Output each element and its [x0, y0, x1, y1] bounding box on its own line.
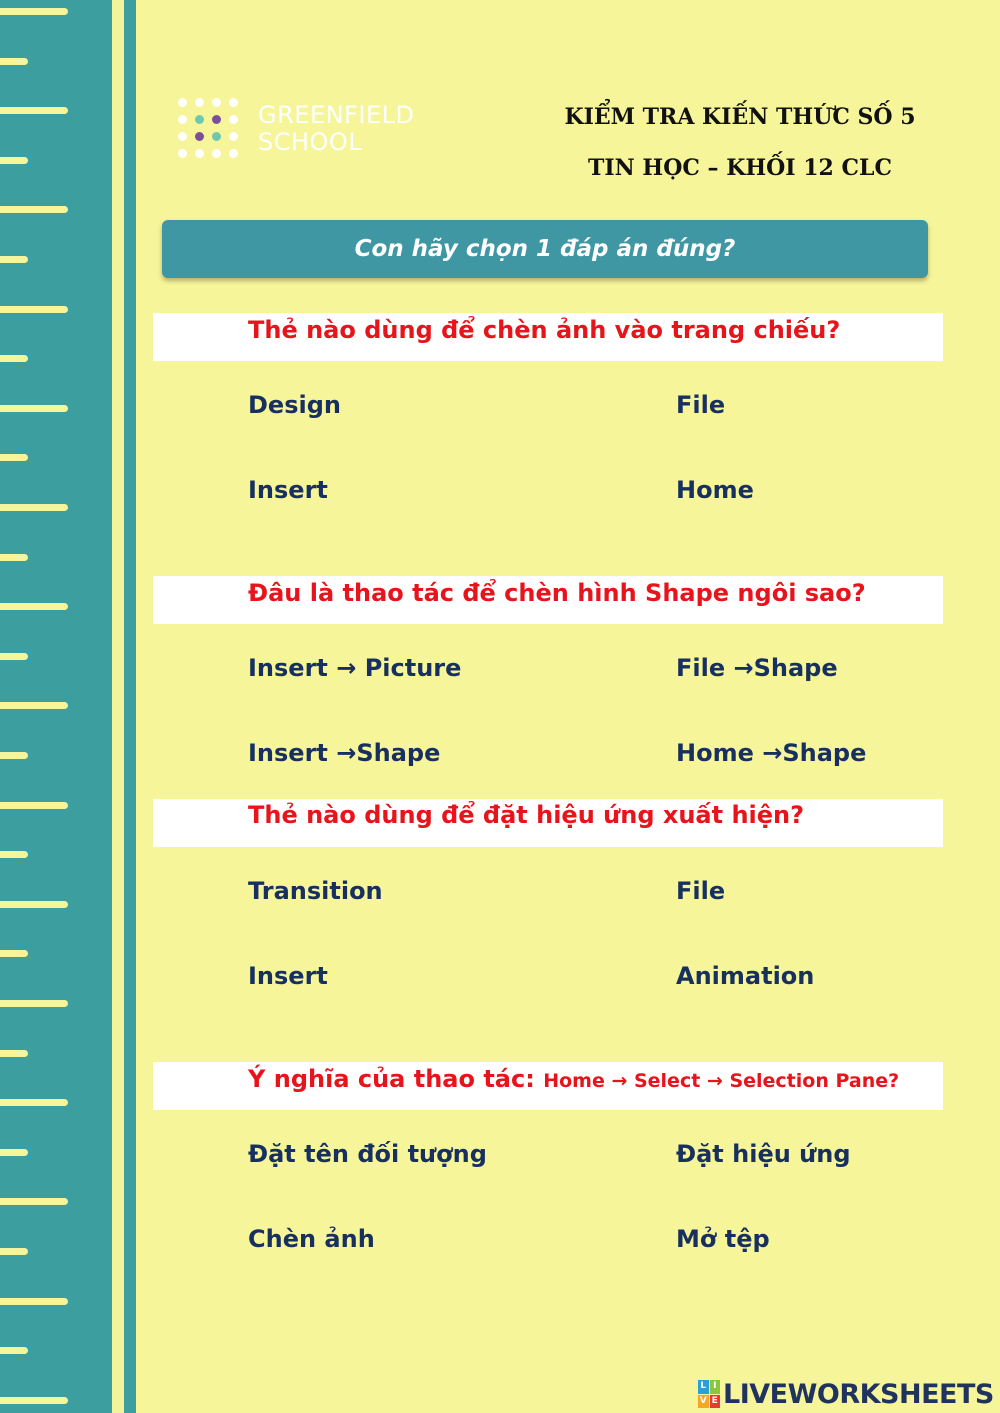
brand-name: LIVEWORKSHEETS	[723, 1378, 994, 1410]
ruler-tick	[0, 1347, 28, 1354]
ruler-tick	[0, 1397, 68, 1404]
logo-text-line2: SCHOOL	[258, 128, 363, 156]
ruler-tick	[0, 405, 68, 412]
answer-option[interactable]: Design	[248, 391, 341, 419]
liveworksheets-badge-icon	[698, 1380, 720, 1408]
school-logo	[178, 98, 448, 164]
ruler-tick	[0, 504, 68, 511]
ruler-tick	[0, 1050, 28, 1057]
question-text: Thẻ nào dùng để chèn ảnh vào trang chiếu?	[248, 316, 841, 344]
answer-option[interactable]: File	[676, 877, 726, 905]
answer-option[interactable]: Insert	[248, 476, 328, 504]
logo-dot	[178, 149, 187, 158]
badge-letter: V	[698, 1395, 709, 1409]
answer-option[interactable]: Home	[676, 476, 754, 504]
logo-dot	[229, 132, 238, 141]
liveworksheets-brand	[698, 1376, 994, 1412]
logo-dot	[212, 115, 221, 124]
ruler-tick	[0, 851, 28, 858]
logo-dots-icon	[178, 98, 244, 164]
ruler-tick	[0, 752, 28, 759]
ruler-tick	[0, 1149, 28, 1156]
question-text-main: Ý nghĩa của thao tác:	[248, 1065, 535, 1093]
ruler-tick	[0, 603, 68, 610]
logo-dot	[195, 98, 204, 107]
logo-dot	[229, 149, 238, 158]
ruler-tick	[0, 206, 68, 213]
logo-dot	[178, 115, 187, 124]
answer-option[interactable]: Insert	[248, 962, 328, 990]
answer-option[interactable]: Đặt tên đối tượng	[248, 1140, 487, 1168]
ruler-tick	[0, 355, 28, 362]
answer-option[interactable]: File	[676, 391, 726, 419]
answer-option[interactable]: Chèn ảnh	[248, 1225, 375, 1253]
instruction-banner	[162, 220, 928, 278]
badge-letter: L	[698, 1380, 709, 1394]
ruler-tick	[0, 256, 28, 263]
ruler-tick	[0, 1000, 68, 1007]
badge-letter: I	[710, 1380, 721, 1394]
worksheet-title: KIỂM TRA KIẾN THỨC SỐ 5	[564, 104, 916, 130]
ruler-tick	[0, 1198, 68, 1205]
logo-dot	[178, 132, 187, 141]
logo-dot	[195, 149, 204, 158]
ruler-tick	[0, 554, 28, 561]
ruler-tick	[0, 1248, 28, 1255]
ruler-tick	[0, 454, 28, 461]
logo-dot	[229, 115, 238, 124]
question-text-path: Home → Select → Selection Pane?	[543, 1070, 900, 1092]
badge-letter: E	[710, 1395, 721, 1409]
answer-option[interactable]: Đặt hiệu ứng	[676, 1140, 851, 1168]
ruler-tick	[0, 1298, 68, 1305]
ruler-tick	[0, 157, 28, 164]
logo-text	[258, 102, 414, 156]
answer-option[interactable]: File →Shape	[676, 654, 838, 682]
side-ruler-band-inner	[124, 0, 136, 1413]
ruler-tick	[0, 653, 28, 660]
logo-dot	[195, 115, 204, 124]
logo-dot	[212, 132, 221, 141]
ruler-tick	[0, 1099, 68, 1106]
ruler-tick	[0, 702, 68, 709]
question-text: Thẻ nào dùng để đặt hiệu ứng xuất hiện?	[248, 801, 805, 829]
ruler-tick	[0, 802, 68, 809]
ruler-tick	[0, 950, 28, 957]
logo-dot	[229, 98, 238, 107]
answer-option[interactable]: Animation	[676, 962, 815, 990]
side-stripe	[112, 0, 124, 1413]
answer-option[interactable]: Insert →Shape	[248, 739, 441, 767]
worksheet-subtitle: TIN HỌC – KHỐI 12 CLC	[588, 155, 892, 181]
ruler-tick	[0, 8, 68, 15]
question-text	[248, 1065, 899, 1093]
answer-option[interactable]: Home →Shape	[676, 739, 867, 767]
ruler-tick	[0, 107, 68, 114]
answer-option[interactable]: Transition	[248, 877, 383, 905]
logo-dot	[195, 132, 204, 141]
ruler-tick	[0, 58, 28, 65]
instruction-text: Con hãy chọn 1 đáp án đúng?	[354, 236, 736, 262]
logo-dot	[178, 98, 187, 107]
question-text: Đâu là thao tác để chèn hình Shape ngôi sao?	[248, 579, 866, 607]
answer-option[interactable]: Mở tệp	[676, 1225, 770, 1253]
ruler-tick	[0, 306, 68, 313]
answer-option[interactable]: Insert → Picture	[248, 654, 462, 682]
ruler-tick	[0, 901, 68, 908]
logo-dot	[212, 149, 221, 158]
logo-dot	[212, 98, 221, 107]
logo-text-line1: GREENFIELD	[258, 101, 415, 129]
